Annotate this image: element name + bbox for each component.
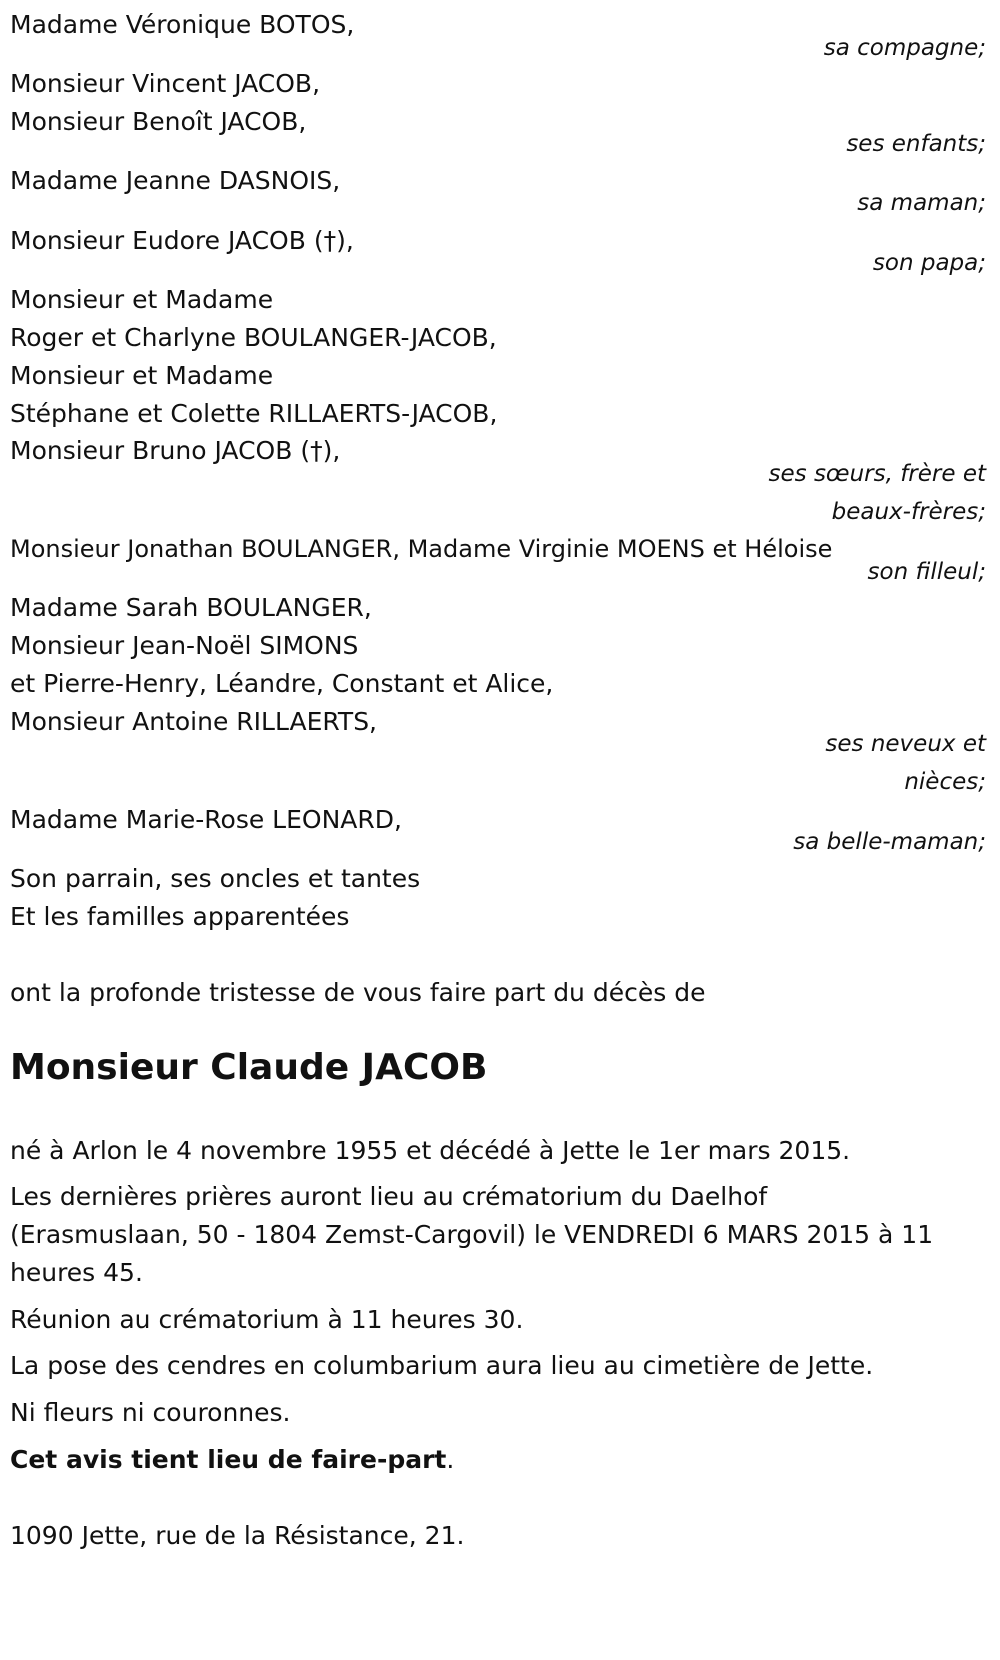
relation-label: beaux-frères; <box>831 499 986 525</box>
family-line: Monsieur Eudore JACOB (†), <box>10 226 354 255</box>
family-line: Monsieur et Madame <box>10 361 274 390</box>
meeting-line: Réunion au crématorium à 11 heures 30. <box>10 1305 524 1334</box>
relation-label: sa maman; <box>857 190 986 216</box>
relation-label: sa compagne; <box>823 35 986 61</box>
family-line: Roger et Charlyne BOULANGER-JACOB, <box>10 323 497 352</box>
family-line: Madame Jeanne DASNOIS, <box>10 166 341 195</box>
prayers-line: Les dernières prières auront lieu au crématorium du Daelhof <box>10 1182 768 1211</box>
notice-period: . <box>446 1445 455 1474</box>
relation-label: ses sœurs, frère et <box>768 461 986 487</box>
birth-death-line: né à Arlon le 4 novembre 1955 et décédé à Jette le 1er mars 2015. <box>10 1136 851 1165</box>
notice-bold-text: Cet avis tient lieu de faire-part <box>10 1445 447 1474</box>
family-line: Monsieur Jean-Noël SIMONS <box>10 631 359 660</box>
deceased-name: Monsieur Claude JACOB <box>10 1047 488 1088</box>
relation-label: nièces; <box>904 769 986 795</box>
relation-label: ses neveux et <box>825 731 986 757</box>
family-line: Monsieur et Madame <box>10 285 274 314</box>
family-line: Madame Marie-Rose LEONARD, <box>10 805 402 834</box>
family-line: Madame Sarah BOULANGER, <box>10 593 372 622</box>
family-line: Monsieur Bruno JACOB (†), <box>10 436 341 465</box>
relation-label: sa belle-maman; <box>793 829 986 855</box>
family-line: Monsieur Jonathan BOULANGER, Madame Virginie MOENS et Héloise <box>10 535 833 563</box>
family-line: Monsieur Antoine RILLAERTS, <box>10 707 378 736</box>
family-line: Madame Véronique BOTOS, <box>10 10 355 39</box>
relation-label: ses enfants; <box>846 131 986 157</box>
announcement-text: ont la profonde tristesse de vous faire part du décès de <box>10 978 706 1007</box>
ashes-line: La pose des cendres en columbarium aura lieu au cimetière de Jette. <box>10 1351 874 1380</box>
address-line: 1090 Jette, rue de la Résistance, 21. <box>10 1521 465 1550</box>
family-line: et Pierre-Henry, Léandre, Constant et Alice, <box>10 669 554 698</box>
family-line: Stéphane et Colette RILLAERTS-JACOB, <box>10 399 498 428</box>
family-line: Et les familles apparentées <box>10 902 350 931</box>
family-line: Monsieur Benoît JACOB, <box>10 107 307 136</box>
family-line: Son parrain, ses oncles et tantes <box>10 864 421 893</box>
relation-label: son filleul; <box>867 559 986 585</box>
family-line: Monsieur Vincent JACOB, <box>10 69 321 98</box>
prayers-line: (Erasmuslaan, 50 - 1804 Zemst-Cargovil) le VENDREDI 6 MARS 2015 à 11 <box>10 1220 934 1249</box>
notice-line <box>10 1445 454 1475</box>
prayers-line: heures 45. <box>10 1258 143 1287</box>
relation-label: son papa; <box>872 250 986 276</box>
flowers-line: Ni fleurs ni couronnes. <box>10 1398 291 1427</box>
